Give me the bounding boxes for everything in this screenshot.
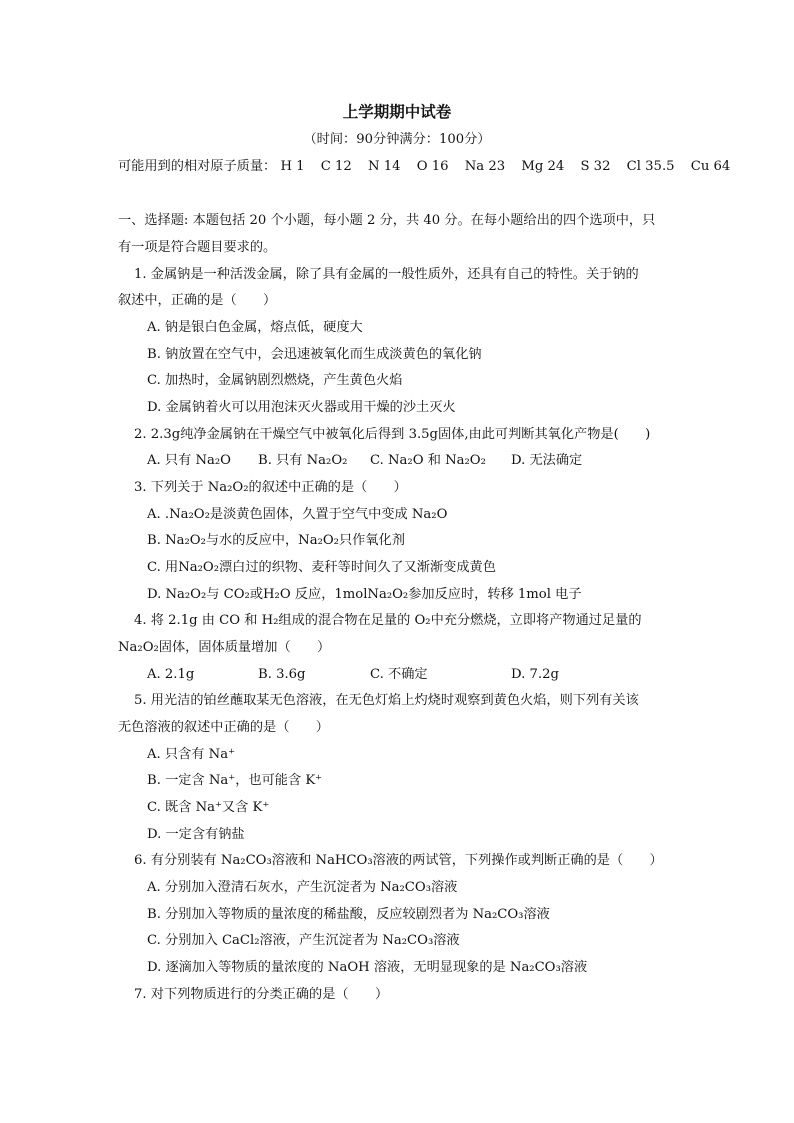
question-4-option-b: B. 3.6g [258, 667, 306, 682]
page-subtitle: （时间：90分钟满分：100分） [303, 132, 491, 147]
question-5-option-c: C. 既含 Na⁺又含 K⁺ [147, 800, 270, 815]
section-intro: 一、选择题: 本题包括 20 个小题，每小题 2 分，共 40 分。在每小题给出的四个选项中，只 [118, 213, 656, 228]
question-2-option-b: B. 只有 Na₂O₂ [258, 453, 348, 468]
question-1-option-d: D. 金属钠着火可以用泡沫灭火器或用干燥的沙土灭火 [147, 400, 456, 415]
question-4-stem: 4. 将 2.1g 由 CO 和 H₂组成的混合物在足量的 O₂中充分燃烧，立即将产物通过足量的 [134, 613, 642, 628]
question-2-option-a: A. 只有 Na₂O [147, 453, 231, 468]
atomic-masses-label: 可能用到的相对原子质量： [118, 159, 277, 174]
question-2-option-c: C. Na₂O 和 Na₂O₂ [370, 453, 486, 468]
question-3-option-d: D. Na₂O₂与 CO₂或H₂O 反应，1molNa₂O₂参加反应时，转移 1mol 电子 [147, 587, 582, 602]
atomic-masses-line [118, 158, 742, 176]
mass-item: H 1 [280, 159, 305, 174]
section-intro-cont: 有一项是符合题目要求的。 [118, 240, 277, 255]
mass-item: N 14 [368, 159, 401, 174]
mass-item: Cu 64 [690, 159, 731, 174]
question-4-option-d: D. 7.2g [511, 667, 559, 682]
question-6-stem: 6. 有分别装有 Na₂CO₃溶液和 NaHCO₃溶液的两试管，下列操作或判断正确的是（ ） [134, 853, 663, 868]
question-2-option-d: D. 无法确定 [511, 453, 583, 468]
question-5-option-b: B. 一定含 Na⁺，也可能含 K⁺ [147, 773, 323, 788]
mass-item: S 32 [580, 159, 611, 174]
question-3-stem: 3. 下列关于 Na₂O₂的叙述中正确的是（ ） [134, 480, 407, 495]
question-1-option-a: A. 钠是银白色金属，熔点低，硬度大 [147, 320, 363, 335]
question-1-option-b: B. 钠放置在空气中，会迅速被氧化而生成淡黄色的氧化钠 [147, 347, 482, 362]
question-6-option-d: D. 逐滴加入等物质的量浓度的 NaOH 溶液，无明显现象的是 Na₂CO₃溶液 [147, 960, 588, 975]
page-title: 上学期期中试卷 [342, 102, 452, 121]
question-7-stem: 7. 对下列物质进行的分类正确的是（ ） [134, 987, 389, 1002]
mass-item: Mg 24 [521, 159, 565, 174]
question-5-option-d: D. 一定含有钠盐 [147, 827, 245, 842]
mass-item: O 16 [416, 159, 449, 174]
question-1-option-c: C. 加热时，金属钠剧烈燃烧，产生黄色火焰 [147, 373, 403, 388]
question-6-option-b: B. 分别加入等物质的量浓度的稀盐酸，反应较剧烈者为 Na₂CO₃溶液 [147, 907, 550, 922]
question-3-option-a: A. .Na₂O₂是淡黄色固体，久置于空气中变成 Na₂O [147, 507, 448, 522]
question-3-option-b: B. Na₂O₂与水的反应中，Na₂O₂只作氧化剂 [147, 533, 405, 548]
question-3-option-c: C. 用Na₂O₂漂白过的织物、麦秆等时间久了又渐渐变成黄色 [147, 560, 496, 575]
question-4-stem-cont: Na₂O₂固体，固体质量增加（ ） [118, 640, 331, 655]
question-1-stem: 1. 金属钠是一种活泼金属，除了具有金属的一般性质外，还具有自己的特性。关于钠的 [134, 267, 639, 282]
mass-item: C 12 [320, 159, 352, 174]
mass-item: Na 23 [464, 159, 506, 174]
mass-item: Cl 35.5 [626, 159, 675, 174]
question-5-stem-cont: 无色溶液的叙述中正确的是（ ） [118, 720, 329, 735]
question-6-option-c: C. 分别加入 CaCl₂溶液，产生沉淀者为 Na₂CO₃溶液 [147, 933, 460, 948]
question-5-option-a: A. 只含有 Na⁺ [147, 747, 236, 762]
question-1-stem-cont: 叙述中，正确的是（ ） [118, 293, 277, 308]
question-6-option-a: A. 分别加入澄清石灰水，产生沉淀者为 Na₂CO₃溶液 [147, 880, 458, 895]
question-2-stem: 2. 2.3g纯净金属钠在干燥空气中被氧化后得到 3.5g固体,由此可判断其氧化产物是( ) [134, 427, 651, 442]
question-4-option-a: A. 2.1g [147, 667, 195, 682]
question-5-stem: 5. 用光洁的铂丝蘸取某无色溶液，在无色灯焰上灼烧时观察到黄色火焰，则下列有关该 [134, 693, 639, 708]
question-4-option-c: C. 不确定 [370, 667, 428, 682]
